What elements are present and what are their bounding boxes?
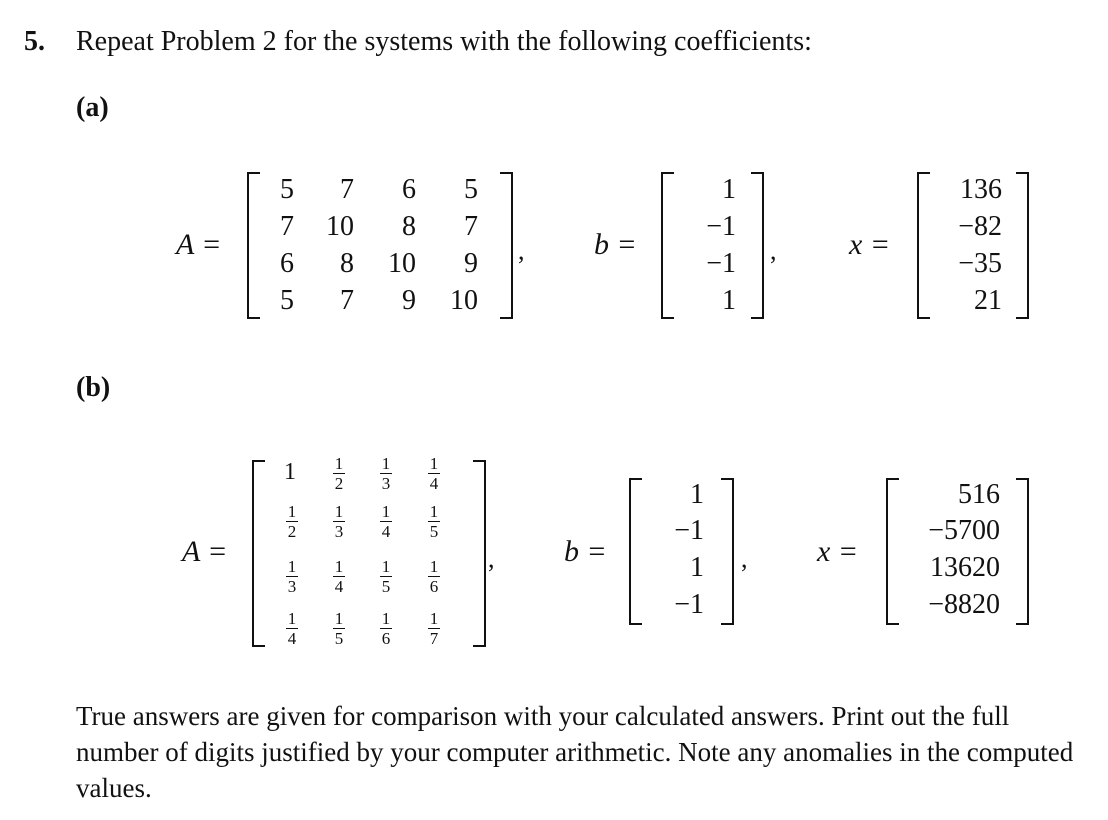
vector-b-cell: −1: [706, 248, 736, 279]
matrix-a-cell: 8: [402, 211, 416, 242]
matrix-a-cell: 7: [280, 211, 294, 242]
vector-x-cell: 136: [960, 174, 1002, 205]
hilbert-entry: 1 5: [429, 502, 439, 541]
vector-b-cell: −1: [674, 589, 704, 620]
vector-b-right-bracket: [751, 172, 764, 319]
hilbert-entry: 1 6: [381, 609, 391, 648]
part-a-label: (a): [76, 92, 109, 123]
instructions-note: True answers are given for comparison with your calculated answers. Print out the full number of digits justified by your computer arithmetic. Note any anomalies in the computed values.: [76, 701, 1074, 803]
hilbert-entry: 1: [284, 459, 296, 485]
vector-b-cell: 1: [690, 479, 704, 510]
matrix-a-cell: 10: [388, 248, 416, 279]
hilbert-entry: 1 2: [287, 502, 297, 541]
comma: ,: [518, 236, 525, 265]
hilbert-entry: 1 4: [429, 454, 439, 493]
part-b-label: (b): [76, 372, 111, 403]
vector-x-label: x =: [849, 228, 891, 261]
vector-x-right-bracket: [1016, 478, 1029, 625]
hilbert-matrix-right-bracket: [473, 460, 486, 647]
vector-x-left-bracket: [917, 172, 930, 319]
vector-b-left-bracket: [661, 172, 674, 319]
hilbert-matrix-left-bracket: [252, 460, 265, 647]
vector-b-cell: 1: [690, 552, 704, 583]
comma: ,: [488, 544, 495, 573]
hilbert-matrix-label: A =: [182, 535, 228, 568]
vector-x-left-bracket: [886, 478, 899, 625]
hilbert-entry: 1 3: [334, 502, 344, 541]
hilbert-entry: 1 4: [287, 609, 297, 648]
comma: ,: [770, 236, 777, 265]
vector-x-cell: −82: [958, 211, 1002, 242]
matrix-a-cell: 8: [340, 248, 354, 279]
vector-x-cell: 13620: [930, 552, 1000, 583]
vector-x-cell: 516: [958, 479, 1000, 510]
matrix-a-left-bracket: [247, 172, 260, 319]
matrix-a-cell: 9: [402, 285, 416, 316]
hilbert-entry: 1 4: [381, 502, 391, 541]
vector-b-cell: 1: [722, 285, 736, 316]
problem-statement: Repeat Problem 2 for the systems with the following coefficients:: [76, 26, 812, 57]
matrix-a-cell: 5: [280, 285, 294, 316]
hilbert-entry: 1 5: [381, 557, 391, 596]
hilbert-entry: 1 3: [381, 454, 391, 493]
hilbert-entry: 1 5: [334, 609, 344, 648]
matrix-a-cell: 7: [340, 285, 354, 316]
vector-b-label: b =: [564, 535, 607, 568]
hilbert-entry: 1 2: [334, 454, 344, 493]
vector-b-right-bracket: [721, 478, 734, 625]
vector-b-left-bracket: [629, 478, 642, 625]
hilbert-entry: 1 3: [287, 557, 297, 596]
vector-x-cell: −35: [958, 248, 1002, 279]
comma: ,: [741, 544, 748, 573]
vector-b-cell: 1: [722, 174, 736, 205]
matrix-a-right-bracket: [500, 172, 513, 319]
problem-number: 5.: [24, 26, 45, 57]
matrix-a-cell: 7: [464, 211, 478, 242]
hilbert-entry: 1 6: [429, 557, 439, 596]
matrix-a-cell: 6: [402, 174, 416, 205]
vector-b-cell: −1: [674, 515, 704, 546]
hilbert-entry: 1 4: [334, 557, 344, 596]
vector-x-cell: 21: [974, 285, 1002, 316]
vector-x-cell: −5700: [928, 515, 1000, 546]
matrix-a-cell: 10: [450, 285, 478, 316]
matrix-a-cell: 5: [464, 174, 478, 205]
vector-x-right-bracket: [1016, 172, 1029, 319]
hilbert-entry: 1 7: [429, 609, 439, 648]
matrix-a-cell: 10: [326, 211, 354, 242]
vector-x-label: x =: [817, 535, 859, 568]
vector-x-cell: −8820: [928, 589, 1000, 620]
vector-b-label: b =: [594, 228, 637, 261]
matrix-a-label: A =: [176, 228, 222, 261]
matrix-a-cell: 9: [464, 248, 478, 279]
matrix-a-cell: 5: [280, 174, 294, 205]
vector-b-cell: −1: [706, 211, 736, 242]
matrix-a-cell: 7: [340, 174, 354, 205]
matrix-a-cell: 6: [280, 248, 294, 279]
